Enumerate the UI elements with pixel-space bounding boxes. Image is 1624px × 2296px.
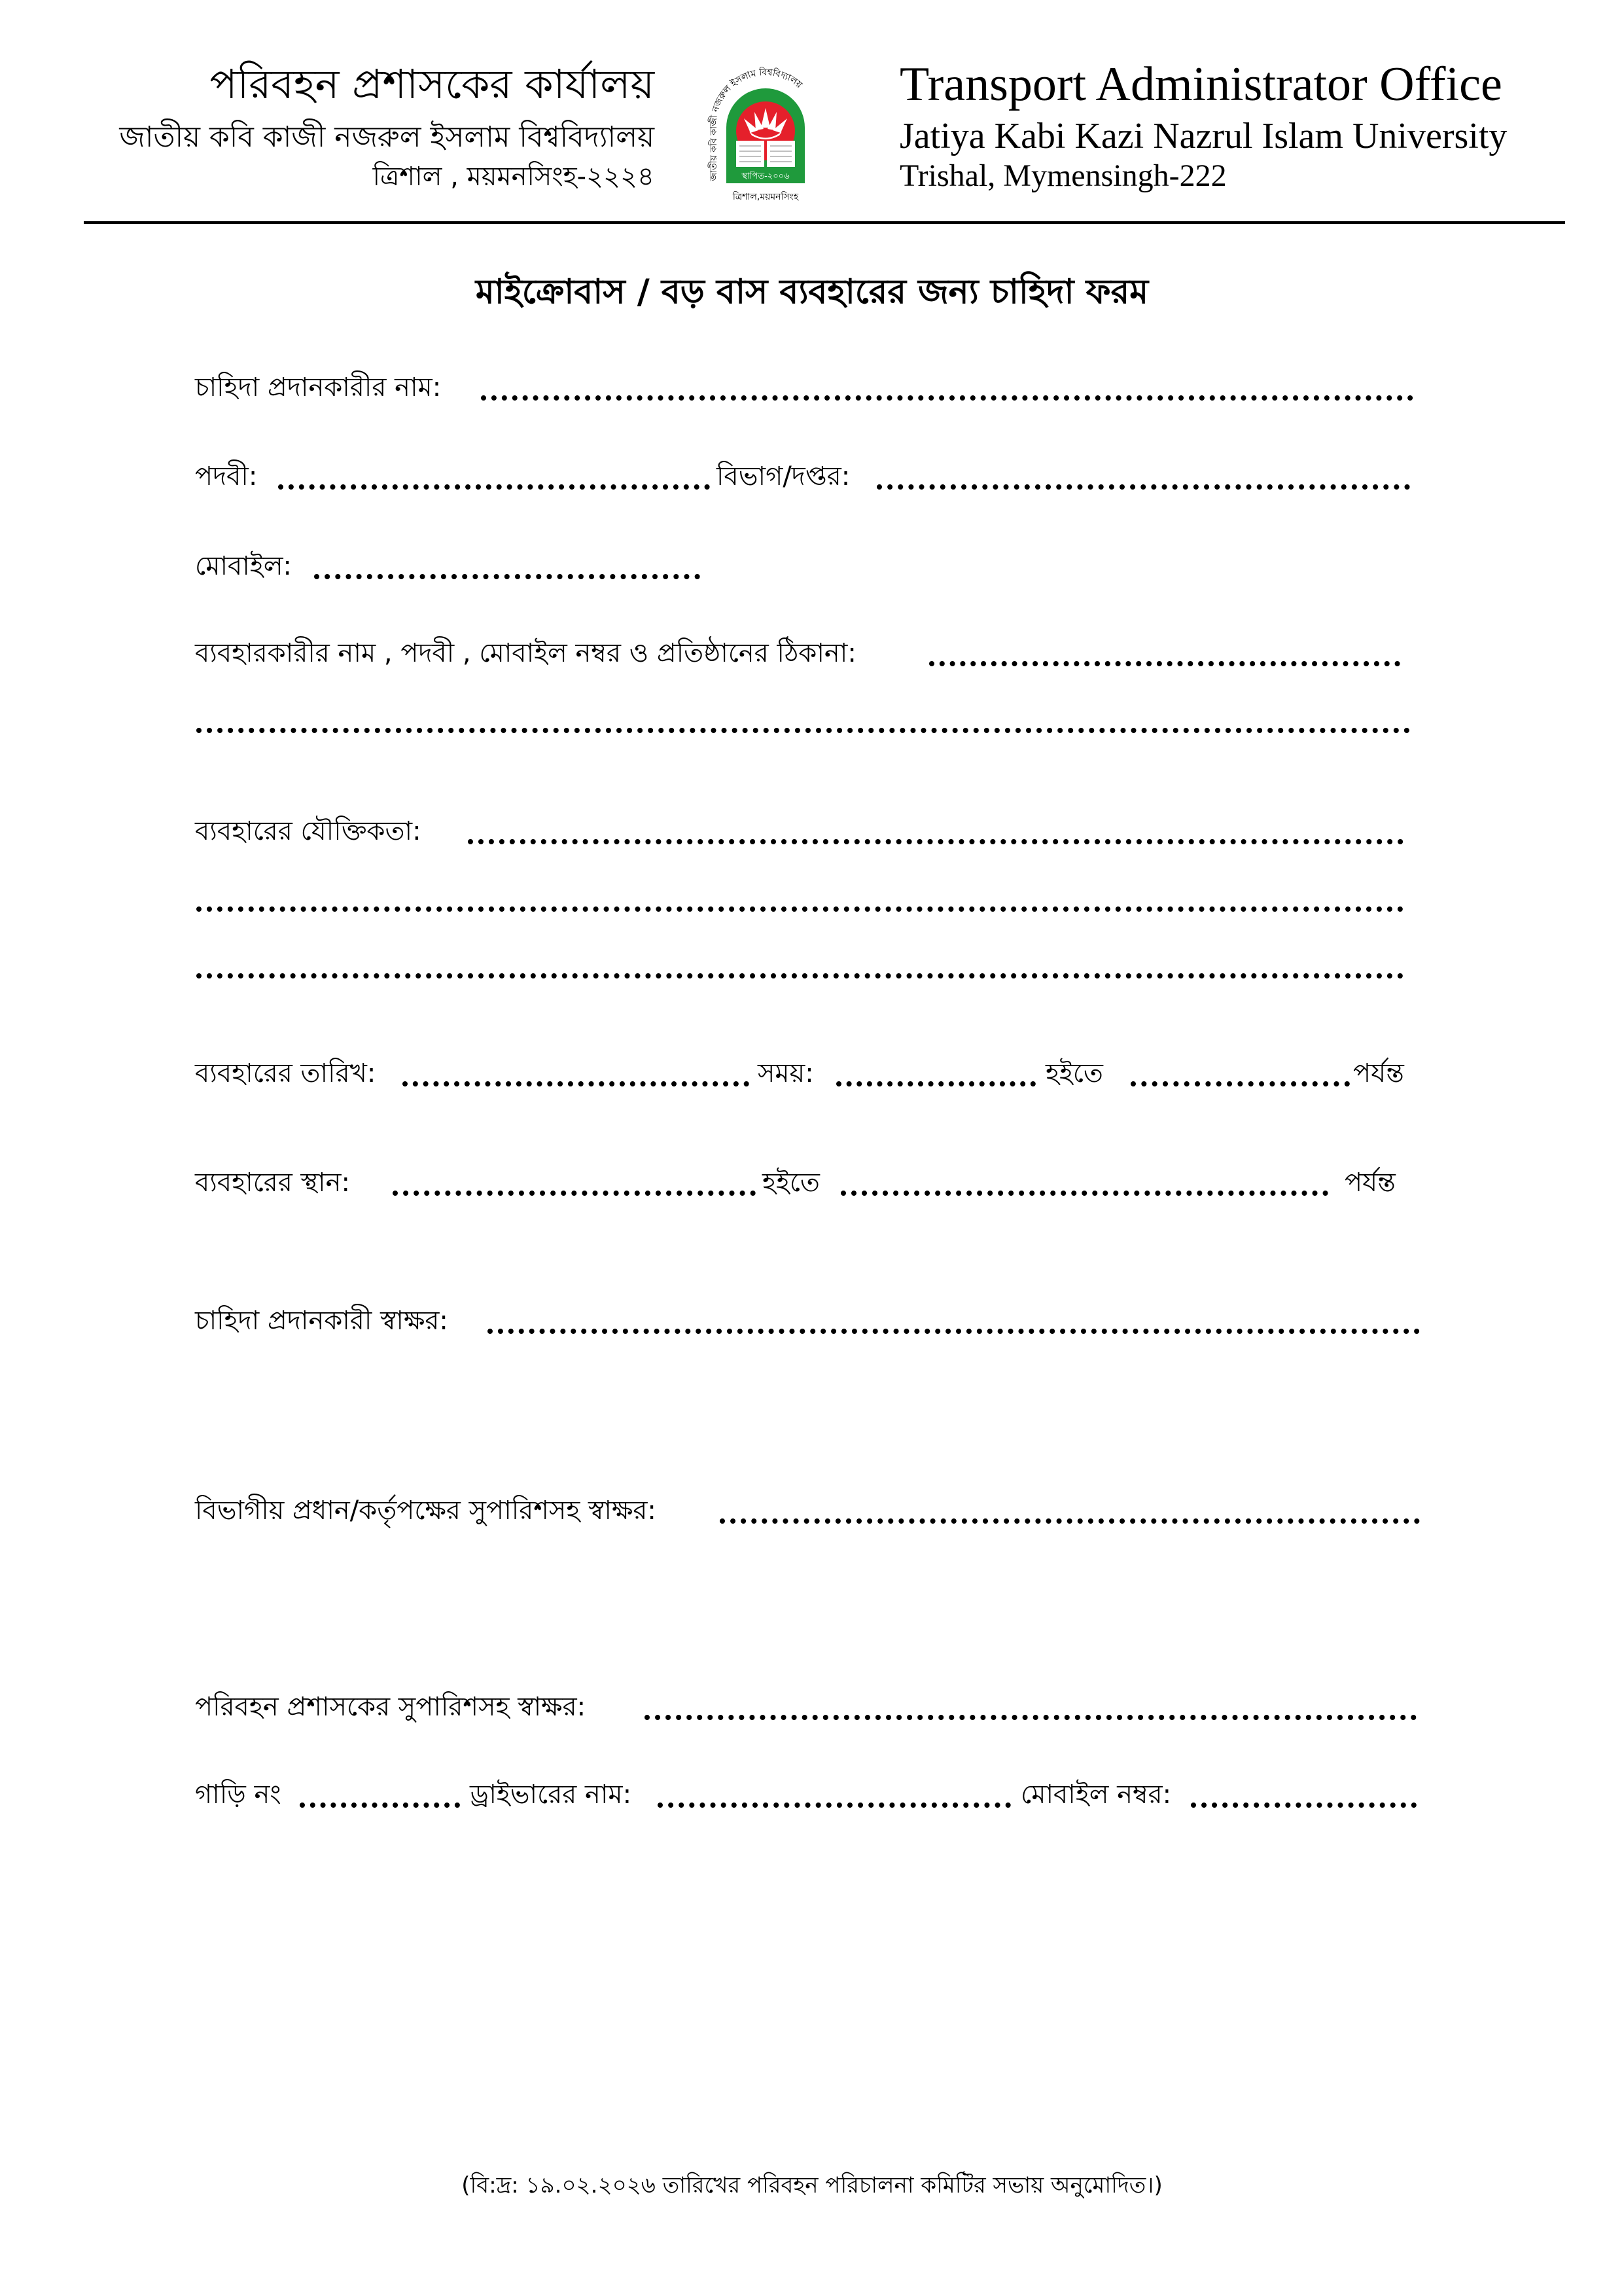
en-university-name: Jatiya Kabi Kazi Nazrul Islam University <box>900 116 1508 156</box>
driver-mobile-label: মোবাইল নম্বর: <box>1021 1780 1172 1810</box>
mobile-label: মোবাইল: <box>195 551 292 581</box>
bn-university-name: জাতীয় কবি কাজী নজরুল ইসলাম বিশ্ববিদ্যালয় <box>119 120 654 154</box>
logo-established: স্থাপিত-২০০৬ <box>741 171 790 181</box>
dept-head-signature-label: বিভাগীয় প্রধান/কর্তৃপক্ষের সুপারিশসহ স্বাক্ষর: <box>195 1496 656 1526</box>
driver-mobile-field[interactable] <box>1191 1803 1417 1808</box>
dept-head-signature-field[interactable] <box>720 1518 1420 1524</box>
university-logo <box>690 62 841 213</box>
user-details-field-2[interactable] <box>196 728 1410 733</box>
usage-date-label: ব্যবহারের তারিখ: <box>195 1058 376 1088</box>
place-from-label: হইতে <box>762 1168 820 1198</box>
place-until-label: পর্যন্ত <box>1345 1168 1396 1198</box>
requester-name-field[interactable] <box>481 395 1413 401</box>
logo-ring-text: জাতীয় কবি কাজী নজরুল ইসলাম বিশ্ববিদ্যালয় <box>708 67 804 181</box>
justification-field-3[interactable] <box>196 973 1403 978</box>
place-from-field[interactable] <box>393 1191 756 1196</box>
requester-signature-label: চাহিদা প্রদানকারী স্বাক্ষর: <box>195 1306 448 1336</box>
logo-location: ত্রিশাল,ময়মনসিংহ <box>732 192 799 202</box>
transport-admin-signature-label: পরিবহন প্রশাসকের সুপারিশসহ স্বাক্ষর: <box>195 1692 586 1722</box>
justification-label: ব্যবহারের যৌক্তিকতা: <box>195 816 421 846</box>
header-divider <box>84 221 1565 224</box>
bn-office-title: পরিবহন প্রশাসকের কার্যালয় <box>209 60 654 108</box>
justification-field-1[interactable] <box>468 839 1403 844</box>
designation-label: পদবী: <box>195 461 258 492</box>
requester-name-label: চাহিদা প্রদানকারীর নাম: <box>195 372 442 403</box>
logo-emblem <box>690 62 841 213</box>
time-until-field[interactable] <box>1131 1081 1350 1086</box>
vehicle-no-label: গাড়ি নং <box>195 1780 281 1810</box>
driver-name-field[interactable] <box>658 1803 1011 1808</box>
user-details-field-1[interactable] <box>929 661 1400 666</box>
time-from-label: হইতে <box>1046 1058 1103 1088</box>
approval-note: (বি:দ্র: ১৯.০২.২০২৬ তারিখের পরিবহন পরিচালনা কমিটির সভায় অনুমোদিত।) <box>461 2172 1163 2198</box>
bn-address: ত্রিশাল , ময়মনসিংহ-২২২৪ <box>372 162 654 192</box>
time-label: সময়: <box>758 1058 814 1088</box>
designation-field[interactable] <box>278 484 710 490</box>
requester-signature-field[interactable] <box>487 1329 1420 1334</box>
usage-date-field[interactable] <box>402 1081 749 1086</box>
user-details-label: ব্যবহারকারীর নাম , পদবী , মোবাইল নম্বর ও প্রতিষ্ঠানের ঠিকানা: <box>195 638 856 668</box>
justification-field-2[interactable] <box>196 906 1403 912</box>
place-until-field[interactable] <box>841 1191 1328 1196</box>
time-until-label: পর্যন্ত <box>1353 1058 1404 1088</box>
form-title: মাইক্রোবাস / বড় বাস ব্যবহারের জন্য চাহিদা ফরম <box>475 272 1149 312</box>
time-from-field[interactable] <box>836 1081 1036 1086</box>
vehicle-no-field[interactable] <box>300 1803 460 1808</box>
driver-name-label: ড্রাইভারের নাম: <box>470 1780 632 1810</box>
usage-place-label: ব্যবহারের স্থান: <box>195 1168 350 1198</box>
mobile-field[interactable] <box>314 574 700 579</box>
department-field[interactable] <box>877 484 1410 490</box>
department-label: বিভাগ/দপ্তর: <box>716 461 851 492</box>
en-address: Trishal, Mymensingh-222 <box>900 158 1227 193</box>
transport-admin-signature-field[interactable] <box>644 1715 1417 1720</box>
en-office-title: Transport Administrator Office <box>900 58 1502 111</box>
